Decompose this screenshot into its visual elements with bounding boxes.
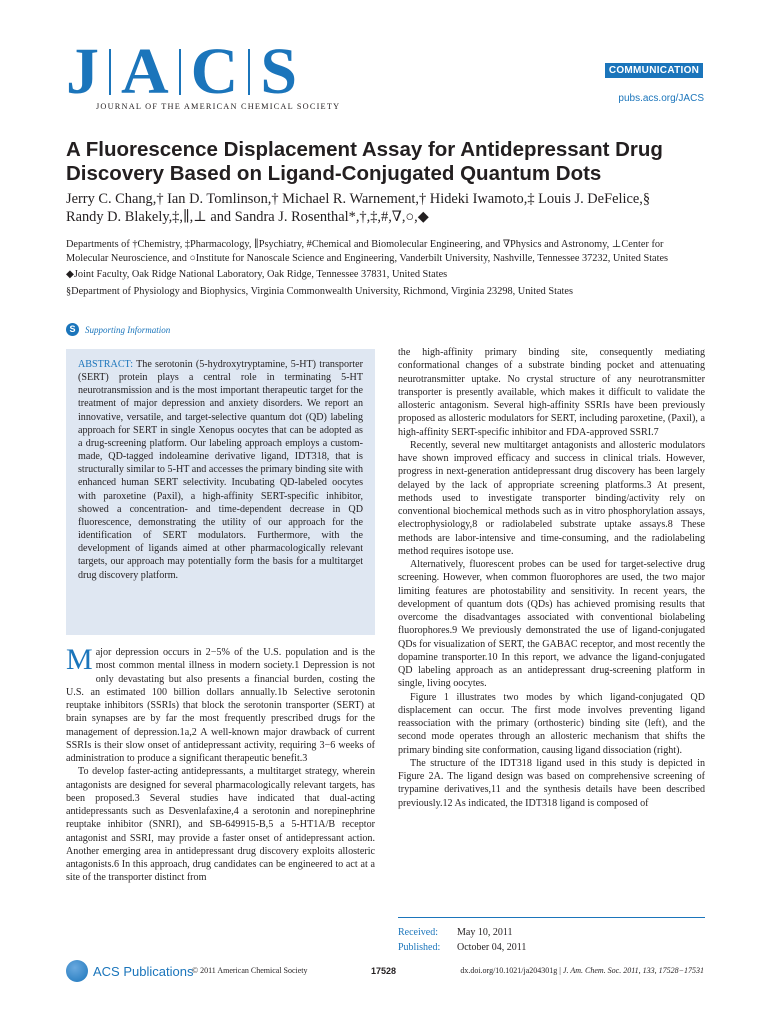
paragraph: To develop faster-acting antidepressants, a multitarget strategy, wherein antagonists are designed for several pharmacologically relevant targets, has been proposed.3 Several studies have indicated that dual-acting antidepressants such as Desvenlafaxine,4 a serotonin and norepinephrine reuptake inhibitor (SNRI), and SB-649915-B,5 a 5-HT1A/B receptor antagonist and SSRI, may provide a faster onset of antidepressant action. Another emerging area in antidepressant drug discovery exploits allosteric antagonists.6 In this approach, drug candidates can be engineered to act at a site of the transporter distinct from <box>66 766 375 884</box>
received-date-row <box>398 925 705 940</box>
received-label: Received: <box>398 927 438 938</box>
affiliations <box>66 238 706 301</box>
paragraph: Recently, several new multitarget antagonists and allosteric modulators have shown improved efficacy and success in clinical trials. However, progress in next-generation antidepressant drug discovery has been largely delayed by the lack of appropriate screening platforms.3 At present, methods used to investigate transporter binding/activity rely on conventional biochemical methods such as in vitro phosphorylation assays, electrophysiology,8 or radiolabeled substrate uptake assays.8 These methods are labor-intensive and time-consuming, and the radiolabeling method requires isotope use. <box>398 439 705 557</box>
doi-citation: dx.doi.org/10.1021/ja204301g | J. Am. Chem. Soc. 2011, 133, 17528−17531 <box>460 966 704 975</box>
body-left-column <box>66 643 375 885</box>
abstract <box>78 358 363 582</box>
journal-url-link[interactable]: pubs.acs.org/JACS <box>618 93 704 104</box>
published-date: October 04, 2011 <box>457 942 527 953</box>
publisher-name: ACS Publications <box>93 963 194 979</box>
supporting-info-icon: S <box>66 323 79 336</box>
journal-citation: J. Am. Chem. Soc. 2011, 133, 17528−17531 <box>562 966 704 975</box>
doi-link[interactable]: dx.doi.org/10.1021/ja204301g <box>460 966 558 975</box>
paragraph: Figure 1 illustrates two modes by which ligand-conjugated QD displacement can occur. The first mode involves preventing ligand reassociation with the primary (orthosteric) binding site (left), and the second mode operates through an allosteric mechanism that shifts the primary binding site conformation, causing ligand dissociation (right). <box>398 691 705 756</box>
author-line-2: Randy D. Blakely,‡,∥,⊥ and Sandra J. Rosenthal*,†,‡,#,∇,○,◆ <box>66 209 429 225</box>
paragraph: the high-affinity primary binding site, consequently mediating conformational changes of a substrate binding pocket and attenuating neurotransmitter uptake. No crystal structure of any neurotransmitter transporter is presently available, which makes it difficult to validate the allosteric antagonism. Several high-affinity SSRIs have been previously proposed as allosteric modulators for SERT, including paroxetine, (Paxil), a high-affinity SERT-specific inhibitor and FDA-approved SSRI.7 <box>398 347 705 438</box>
logo-divider <box>179 49 181 95</box>
author-line-1: Jerry C. Chang,† Ian D. Tomlinson,† Michael R. Warnement,† Hideki Iwamoto,‡ Louis J. DeFelice,§ <box>66 191 651 207</box>
logo-letter-a: A <box>121 35 169 108</box>
published-date-row <box>398 940 705 955</box>
paragraph <box>66 643 375 765</box>
author-list <box>66 190 706 226</box>
journal-name: JOURNAL OF THE AMERICAN CHEMICAL SOCIETY <box>96 102 341 111</box>
acs-logo-icon <box>66 960 88 982</box>
published-label: Published: <box>398 942 441 953</box>
paragraph-text: ajor depression occurs in 2−5% of the U.S. population and is the most common mental illness in modern society.1 Depression is not only devastating but also presents a financial burden, costing the U.S. an estimated 100 billion dollars annually.1b Selective serotonin reuptake inhibitors (SSRIs) that block the serotonin transporter (SERT) at brain synapses are by far the most frequently prescribed drugs for the management of depression.1a,2 A well-known major drawback of current SSRIs is their slow onset of antidepressant activity, requiring 3−6 weeks of administration to produce a significant therapeutic benefit.3 <box>66 647 375 764</box>
article-type-badge: COMMUNICATION <box>605 63 703 78</box>
paragraph: Alternatively, fluorescent probes can be used for target-selective drug screening. However, when common fluorophores are used, the two major limiting features are photostability and sensitivity. In recent years, the development of quantum dots (QDs) has achieved promising results that overcome the disadvantages associated with conventional biolabeling fluorophores.9 We previously demonstrated the use of ligand-conjugated QDs for visualization of SERT, the GABAC receptor, and most recently the dopamine transporter.10 In this report, we advance the ligand-conjugated QD labeling approach as an antidepressant drug-screening platform in single, living oocytes. <box>398 559 705 690</box>
abstract-label: ABSTRACT: <box>78 359 134 370</box>
publication-dates <box>398 917 705 955</box>
logo-letter-s: S <box>260 35 298 108</box>
copyright: © 2011 American Chemical Society <box>192 966 308 975</box>
drop-cap: M <box>66 643 93 676</box>
article-title: A Fluorescence Displacement Assay for Antidepressant Drug Discovery Based on Ligand-Conjugated Quantum Dots <box>66 138 663 185</box>
publisher-logo <box>66 960 193 982</box>
supporting-info-label[interactable]: Supporting Information <box>85 324 171 335</box>
body-right-column <box>398 346 705 810</box>
affiliation-vanderbilt: Departments of †Chemistry, ‡Pharmacology, ∥Psychiatry, #Chemical and Biomolecular Engineering, and ∇Physics and Astronomy, ⊥Center for Molecular Neuroscience, and ○Institute for Nanoscale Science and Engineering, Vanderbilt University, Nashville, Tennessee 37232, United States <box>66 239 669 264</box>
logo-divider <box>248 49 250 95</box>
abstract-body: The serotonin (5-hydroxytryptamine, 5-HT) transporter (SERT) protein plays a central role in terminating 5-HT neurotransmission and is the most important therapeutic target for the treatment of major depression and anxiety disorders. We report an innovative, versatile, and target-selective quantum dot (QD) labeling approach for SERT in single Xenopus oocytes that can be adopted as a drug-screening platform. Our labeling approach employs a custom-made, QD-tagged indoleamine derivative ligand, IDT318, that is structurally similar to 5-HT and accesses the primary binding site with enhanced human SERT selectivity. Incubating QD-labeled oocytes with paroxetine (Paxil), a high-affinity SERT-specific inhibitor, showed a concentration- and time-dependent decrease in QD fluorescence, demonstrating the utility of our approach for the identification of SERT modulators. Furthermore, with the development of ligands aimed at other pharmacologically relevant targets, our approach may potentially form the basis for a multitarget drug discovery platform. <box>78 359 363 581</box>
affiliation-vcu: §Department of Physiology and Biophysics, Virginia Commonwealth University, Richmond, Virginia 23298, United States <box>66 285 573 297</box>
affiliation-ornl: ◆Joint Faculty, Oak Ridge National Laboratory, Oak Ridge, Tennessee 37831, United States <box>66 269 448 281</box>
received-date: May 10, 2011 <box>457 927 513 938</box>
page-number: 17528 <box>371 966 397 976</box>
paragraph: The structure of the IDT318 ligand used in this study is depicted in Figure 2A. The ligand design was based on comprehensive screening of trypamine derivatives,11 and the synthesis details have been described previously.12 As indicated, the IDT318 ligand is composed of <box>398 757 705 809</box>
logo-letter-j: J <box>66 35 99 108</box>
logo-letter-c: C <box>190 35 239 108</box>
abstract-box <box>66 349 375 635</box>
supporting-info-link[interactable] <box>66 323 170 336</box>
logo-divider <box>109 49 111 95</box>
